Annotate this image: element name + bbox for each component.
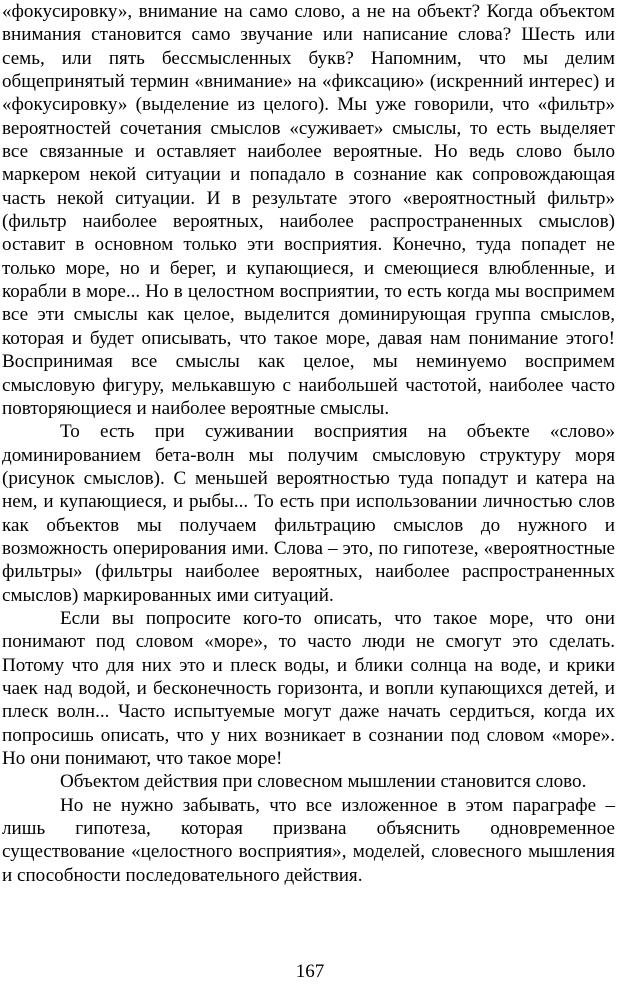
body-text xyxy=(2,0,615,887)
paragraph-2: То есть при суживании восприятия на объекте «слово» доминированием бета-волн мы получим смысловую структуру моря (рисунок смыслов). С меньшей вероятностью туда попадут и катера на нем, и купающиеся, и рыбы... То есть при использовании личностью слов как объектов мы получаем фильтрацию смыслов до нужного и возможность оперирования ими. Слова – это, по гипотезе, «вероятностные фильтры» (фильтры наиболее вероятных, наиболее распространенных смыслов) маркированных ими ситуаций. xyxy=(2,421,615,606)
paragraph-1: «фокусировку», внимание на само слово, а не на объект? Когда объектом внимания становится само звучание или написание слова? Шесть или семь, или пять бессмысленных букв? Напомним, что мы делим общепринятый термин «внимание» на «фиксацию» (искренний интерес) и «фокусировку» (выделение из целого). Мы уже говорили, что «фильтр» вероятностей сочетания смыслов «суживает» смыслы, то есть выделяет все связанные и оставляет наиболее вероятные. Но ведь слово было маркером некой ситуации и попадало в сознание как сопровождающая часть некой ситуации. И в результате этого «вероятностный фильтр» (фильтр наиболее вероятных, наиболее распространенных смыслов) оставит в основном только эти восприятия. Конечно, туда попадет не только море, но и берег, и купающиеся, и смеющиеся влюбленные, и корабли в море... Но в целостном восприятии, то есть когда мы воспримем все эти смыслы как целое, выделится доминирующая группа смыслов, которая и будет описывать, что такое море, давая нам понимание этого! Воспринимая все смыслы как целое, мы неминуемо воспримем смысловую фигуру, мелькавшую с наибольшей частотой, наиболее часто повторяющиеся и наиболее вероятные смыслы. xyxy=(2,1,615,419)
page-number: 167 xyxy=(295,961,325,982)
paragraph-3: Если вы попросите кого-то описать, что такое море, что они понимают под словом «море», то часто люди не смогут это сделать. Потому что для них это и плеск воды, и блики солнца на воде, и крики чаек над водой, и бесконечность горизонта, и вопли купающихся детей, и плеск волн... Часто испытуемые могут даже начать сердиться, когда их попросишь описать, что у них возникает в сознании под словом «море». Но они понимают, что такое море! xyxy=(2,607,615,769)
paragraph-4: Объектом действия при словесном мышлении становится слово. xyxy=(60,771,587,793)
paragraph-5: Но не нужно забывать, что все изложенное в этом параграфе – лишь гипотеза, которая призвана объяснить одновременное существование «целостного восприятия», моделей, словесного мышления и способности последовательного действия. xyxy=(2,794,615,886)
